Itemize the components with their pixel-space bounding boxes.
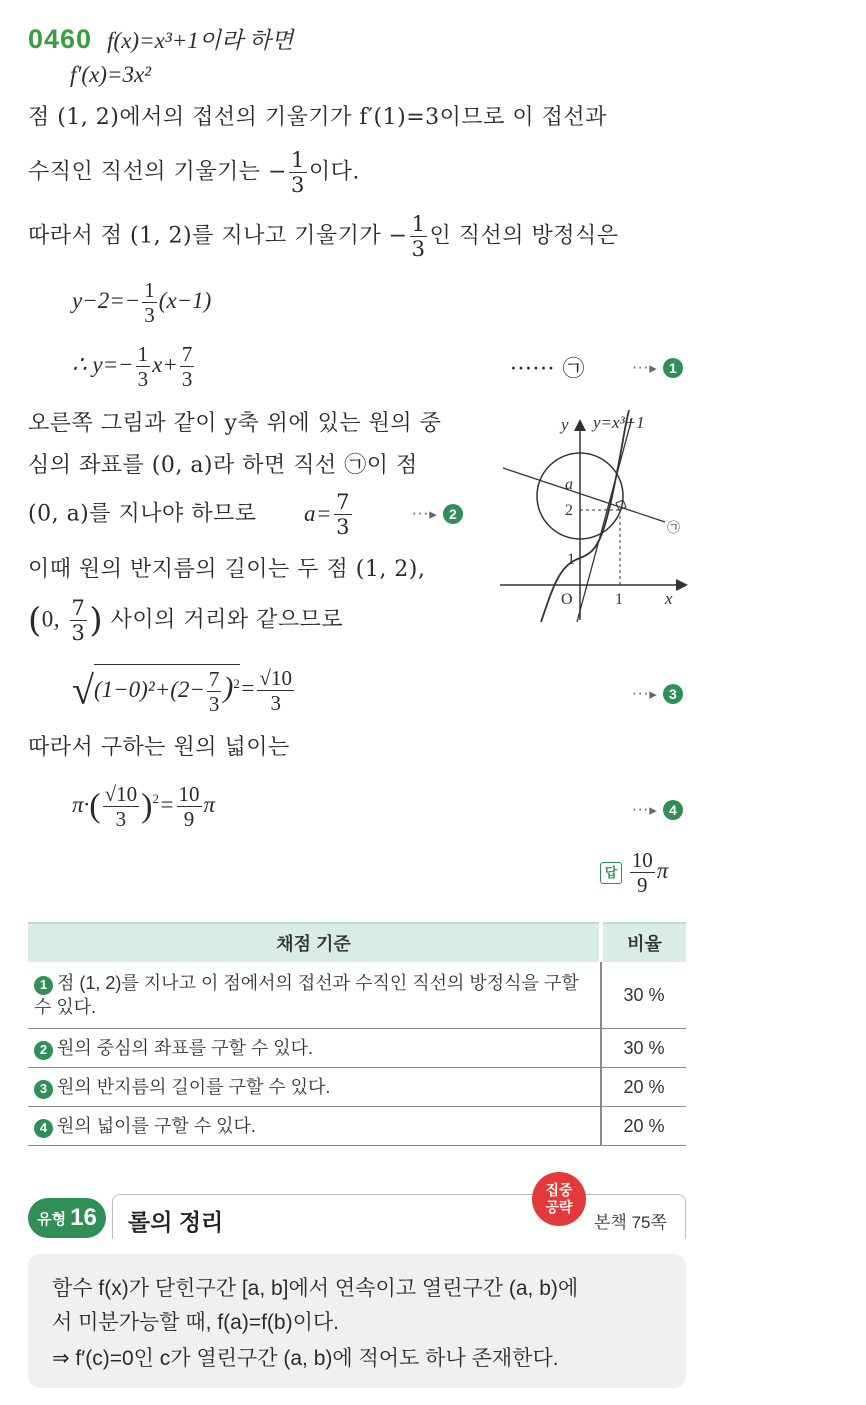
- header-ratio: 비율: [601, 923, 686, 962]
- tangent-slope-line: 점 (1, 2)에서의 접선의 기울기가 f′(1)=3이므로 이 접선과: [28, 105, 607, 130]
- area-intro-line: 따라서 구하는 원의 넓이는: [28, 735, 290, 760]
- table-row: 2 원의 중심의 좌표를 구할 수 있다. 30 %: [28, 1029, 686, 1068]
- origin-label: O: [561, 591, 573, 608]
- function-definition: f(x)=x³+1이라 하면: [107, 28, 294, 53]
- normal-line: [503, 468, 665, 522]
- step-marker-2: ···▸ 2: [412, 504, 463, 524]
- circle-description-line2: 심의 좌표를 (0, a)라 하면 직선 ㉠이 점: [28, 453, 418, 478]
- derivative-line: f′(x)=3x²: [70, 62, 152, 87]
- slope-intercept-equation: ∴ y=− $\frac{1}{3}$ x+ $\frac{7}{3}$: [72, 342, 193, 391]
- line-label: ㉠: [667, 521, 681, 536]
- ratio-cell: 30 %: [601, 962, 686, 1029]
- step-marker-4: ···▸ 4: [632, 800, 683, 820]
- table-row: 3 원의 반지름의 길이를 구할 수 있다. 20 %: [28, 1068, 686, 1107]
- table-row: 4 원의 넓이를 구할 수 있다. 20 %: [28, 1107, 686, 1146]
- a-label: a: [565, 476, 573, 493]
- x-label: x: [665, 589, 673, 608]
- final-answer: 답 $\frac{10}{9}$ π: [600, 848, 668, 897]
- line-equation-intro: 따라서 점 (1, 2)를 지나고 기울기가 − $\frac{1}{3}$ 인 직선의 방정식은: [28, 212, 619, 261]
- radius-calculation: √(1−0)²+(2− $\frac{7}{3}$ )$^2$= $\frac{√10}{3}$: [72, 665, 292, 716]
- problem-header: [28, 22, 293, 55]
- answer-icon: 답: [600, 862, 622, 884]
- perpendicular-slope-line: 수직인 직선의 기울기는 − $\frac{1}{3}$ 이다.: [28, 148, 360, 197]
- ratio-cell: 20 %: [601, 1107, 686, 1146]
- radius-description-line: 이때 원의 반지름의 길이는 두 점 (1, 2),: [28, 557, 426, 582]
- ratio-cell: 20 %: [601, 1068, 686, 1107]
- center-condition-line: (0, a)를 지나야 하므로 a= $\frac{7}{3}$: [28, 490, 350, 539]
- area-calculation: π·( $\frac{√10}{3}$ )$^2$= $\frac{10}{9}$ π: [72, 782, 216, 831]
- fraction-one-third: $\frac{1}{3}$: [411, 212, 426, 261]
- table-header-row: [28, 923, 686, 962]
- one-y-label: 1: [567, 551, 575, 568]
- section-reference: 본책 75쪽: [594, 1213, 667, 1232]
- equation-tag: ······ ㉠: [510, 357, 585, 382]
- step-marker-3: ···▸ 3: [632, 684, 683, 704]
- y-label: y: [561, 415, 569, 434]
- theorem-line2: 서 미분가능할 때, f(a)=f(b)이다.: [52, 1311, 340, 1334]
- table-row: 1 점 (1, 2)를 지나고 이 점에서의 접선과 수직인 직선의 방정식을 구할 수 있다. 30 %: [28, 962, 686, 1029]
- header-criteria: 채점 기준: [28, 923, 601, 962]
- problem-number: 0460: [28, 24, 93, 54]
- distance-description-line: (0, $\frac{7}{3}$ ) 사이의 거리와 같으므로: [28, 596, 344, 645]
- point-slope-equation: y−2=− $\frac{1}{3}$ (x−1): [72, 278, 212, 327]
- scoring-table: [28, 922, 686, 1146]
- theorem-line3: ⇒ f′(c)=0인 c가 열린구간 (a, b)에 적어도 하나 존재한다.: [52, 1347, 559, 1370]
- fraction-one-third: $\frac{1}{3}$: [290, 148, 305, 197]
- section-title: 롤의 정리: [128, 1209, 224, 1235]
- circle-description-line1: 오른쪽 그림과 같이 y축 위에 있는 원의 중: [28, 411, 442, 436]
- criteria-text: 점 (1, 2)를 지나고 이 점에서의 접선과 수직인 직선의 방정식을 구할 수 있다.: [34, 973, 579, 1017]
- theorem-line1: 함수 f(x)가 닫힌구간 [a, b]에서 연속이고 열린구간 (a, b)에: [52, 1277, 579, 1300]
- curve-label: y=x³+1: [593, 413, 645, 432]
- type-badge: 유형 16: [28, 1198, 106, 1238]
- criteria-text: 원의 중심의 좌표를 구할 수 있다.: [57, 1038, 314, 1058]
- criteria-text: 원의 반지름의 길이를 구할 수 있다.: [57, 1077, 331, 1097]
- circle-tangent-graph: [495, 400, 695, 625]
- focus-badge: 집중 공략: [532, 1172, 586, 1226]
- step-marker-1: ···▸ 1: [632, 358, 683, 378]
- criteria-text: 원의 넓이를 구할 수 있다.: [57, 1116, 256, 1136]
- one-x-label: 1: [615, 591, 623, 608]
- ratio-cell: 30 %: [601, 1029, 686, 1068]
- two-label: 2: [565, 502, 573, 519]
- tangent-line: [577, 418, 632, 622]
